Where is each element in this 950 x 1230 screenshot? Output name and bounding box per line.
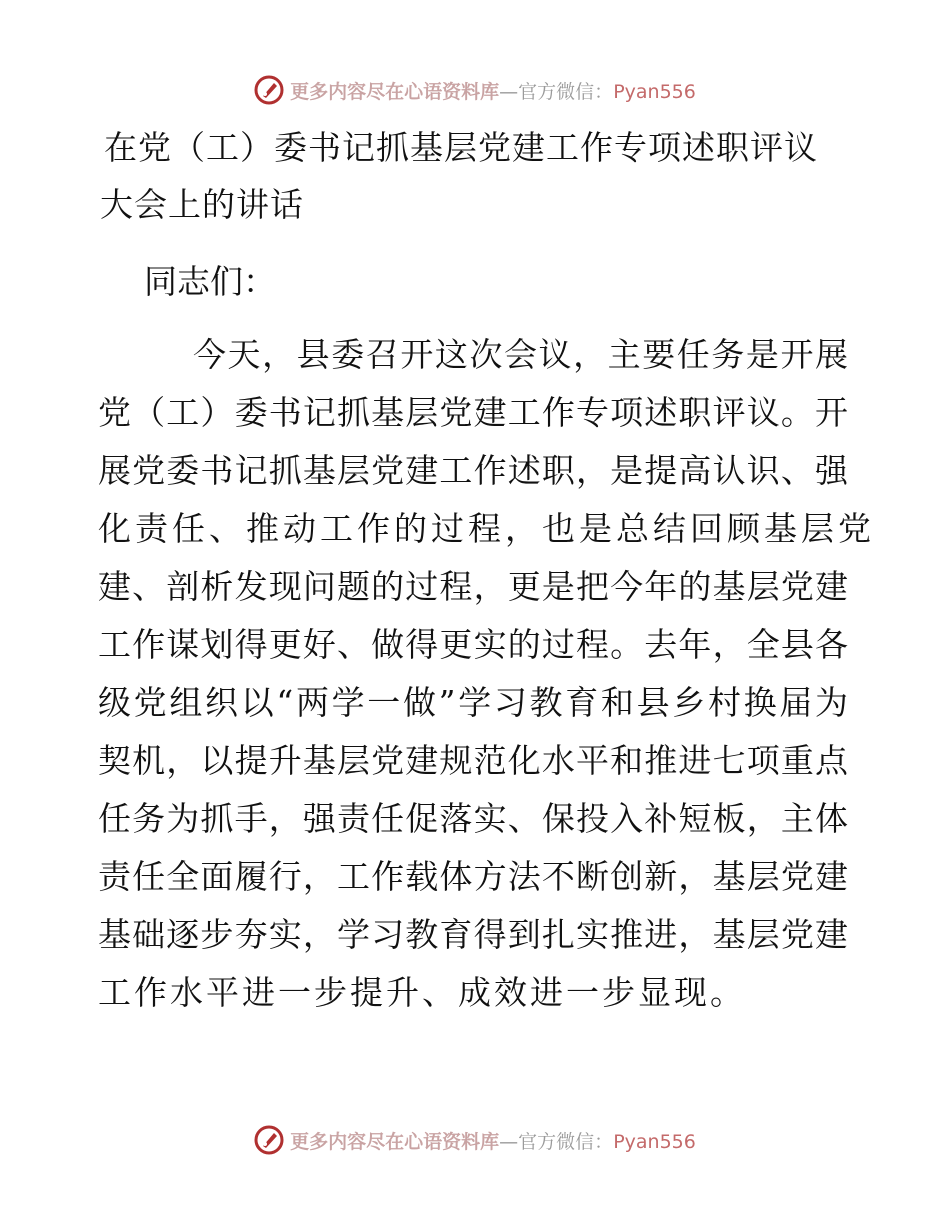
paragraph-line: 党（工）委书记抓基层党建工作专项述职评议。开 — [98, 393, 848, 432]
paragraph-line: 今天，县委召开这次会议，主要任务是开展 — [193, 335, 848, 374]
paragraph-line: 工作水平进一步提升、成效进一步显现。 — [98, 973, 746, 1012]
paragraph-line: 工作谋划得更好、做得更实的过程。去年，全县各 — [98, 625, 848, 664]
paragraph-line: 建、剖析发现问题的过程，更是把今年的基层党建 — [98, 567, 848, 606]
footer-watermark — [0, 1120, 950, 1160]
watermark-wechat-label: —官方微信： — [499, 80, 614, 103]
paragraph-line: 基础逐步夯实，学习教育得到扎实推进，基层党建 — [98, 915, 848, 954]
header-watermark — [0, 70, 950, 110]
watermark-wechat-id: Pyan556 — [613, 1130, 696, 1153]
paragraph-line: 责任全面履行，工作载体方法不断创新，基层党建 — [98, 857, 848, 896]
document-title-line-1: 在党（工）委书记抓基层党建工作专项述职评议 — [104, 128, 818, 167]
watermark-wechat-id: Pyan556 — [613, 80, 696, 103]
paragraph-line: 级党组织以“两学一做”学习教育和县乡村换届为 — [98, 683, 848, 722]
salutation: 同志们： — [144, 262, 276, 301]
paragraph-line: 任务为抓手，强责任促落实、保投入补短板，主体 — [98, 799, 848, 838]
paragraph-line: 展党委书记抓基层党建工作述职，是提高认识、强 — [98, 451, 848, 490]
watermark-text — [290, 1127, 696, 1154]
watermark-wechat-label: —官方微信： — [499, 1130, 614, 1153]
paragraph-line: 契机，以提升基层党建规范化水平和推进七项重点 — [98, 741, 848, 780]
paragraph-line: 化责任、推动工作的过程，也是总结回顾基层党 — [98, 509, 875, 548]
watermark-text — [290, 77, 696, 104]
watermark-site-name: 更多内容尽在心语资料库 — [290, 1130, 500, 1153]
pen-quill-logo-icon — [254, 75, 284, 105]
pen-quill-logo-icon — [254, 1125, 284, 1155]
document-title-line-2: 大会上的讲话 — [100, 185, 304, 224]
watermark-site-name: 更多内容尽在心语资料库 — [290, 80, 500, 103]
